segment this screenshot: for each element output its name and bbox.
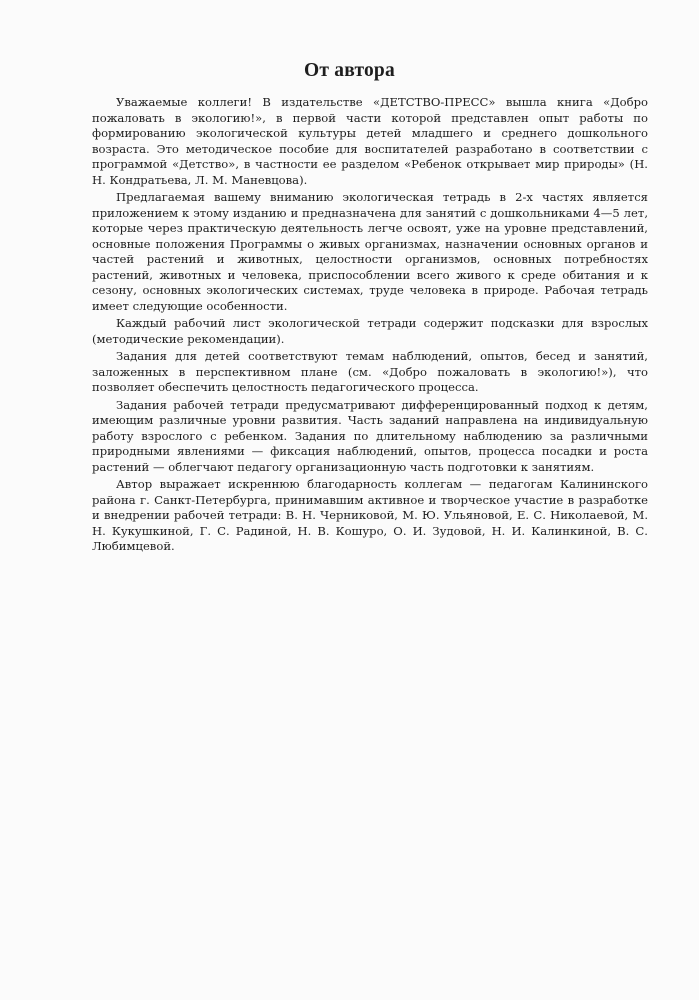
paragraph: Автор выражает искреннюю благодарность коллегам — педагогам Калининского района г. Санкт-Петербурга, принимавшим активное и творческое участие в разработке и внедрении рабочей тетради: В. Н. Черниковой, М. Ю. Ульяновой, Е. С. Николаевой, М. Н. Кукушкиной, Г. С. Радиной, Н. В. Кошуро, О. И. Зудовой, Н. И. Калинкиной, В. С. Любимцевой. [92,477,648,553]
paragraph: Задания рабочей тетради предусматривают дифференцированный подход к детям, имеющим различные уровни развития. Часть заданий направлена на индивидуальную работу взрослого с ребенком. Задания по длительному наблюдению за различными природными явлениями — фиксация наблюдений, опытов, процесса посадки и роста растений — облегчают педагогу организационную часть подготовки к занятиям. [92,397,648,474]
paragraph: Предлагаемая вашему вниманию экологическая тетрадь в 2-х частях является приложением к этому изданию и предназначена для занятий с дошкольниками 4—5 лет, которые через практическую деятельность легче освоят, уже на уровне представлений, основные положения Программы о живых организмах, назначении основных органов и частей растений и животных, целостности организмов, основных потребностях растений, животных и человека, приспособлении всего живого к среде обитания и к сезону, основных экологических системах, труде человека в природе. Рабочая тетрадь имеет следующие особенности. [92,190,648,313]
paragraph: Каждый рабочий лист экологической тетради содержит подсказки для взрослых (методические рекомендации). [92,316,648,346]
paragraph: Уважаемые коллеги! В издательстве «ДЕТСТВО-ПРЕСС» вышла книга «Добро пожаловать в экологию!», в первой части которой представлен опыт работы по формированию экологической культуры детей младшего и среднего дошкольного возраста. Это методическое пособие для воспитателей разработано в соответствии с программой «Детство», в частности ее разделом «Ребенок открывает мир природы» (Н. Н. Кондратьева, Л. М. Маневцова). [92,95,648,187]
paragraph: Задания для детей соответствуют темам наблюдений, опытов, бесед и занятий, заложенных в перспективном плане (см. «Добро пожаловать в экологию!»), что позволяет обеспечить целостность педагогического процесса. [92,349,648,394]
page-title: От автора [304,60,395,81]
text-body [92,95,648,557]
